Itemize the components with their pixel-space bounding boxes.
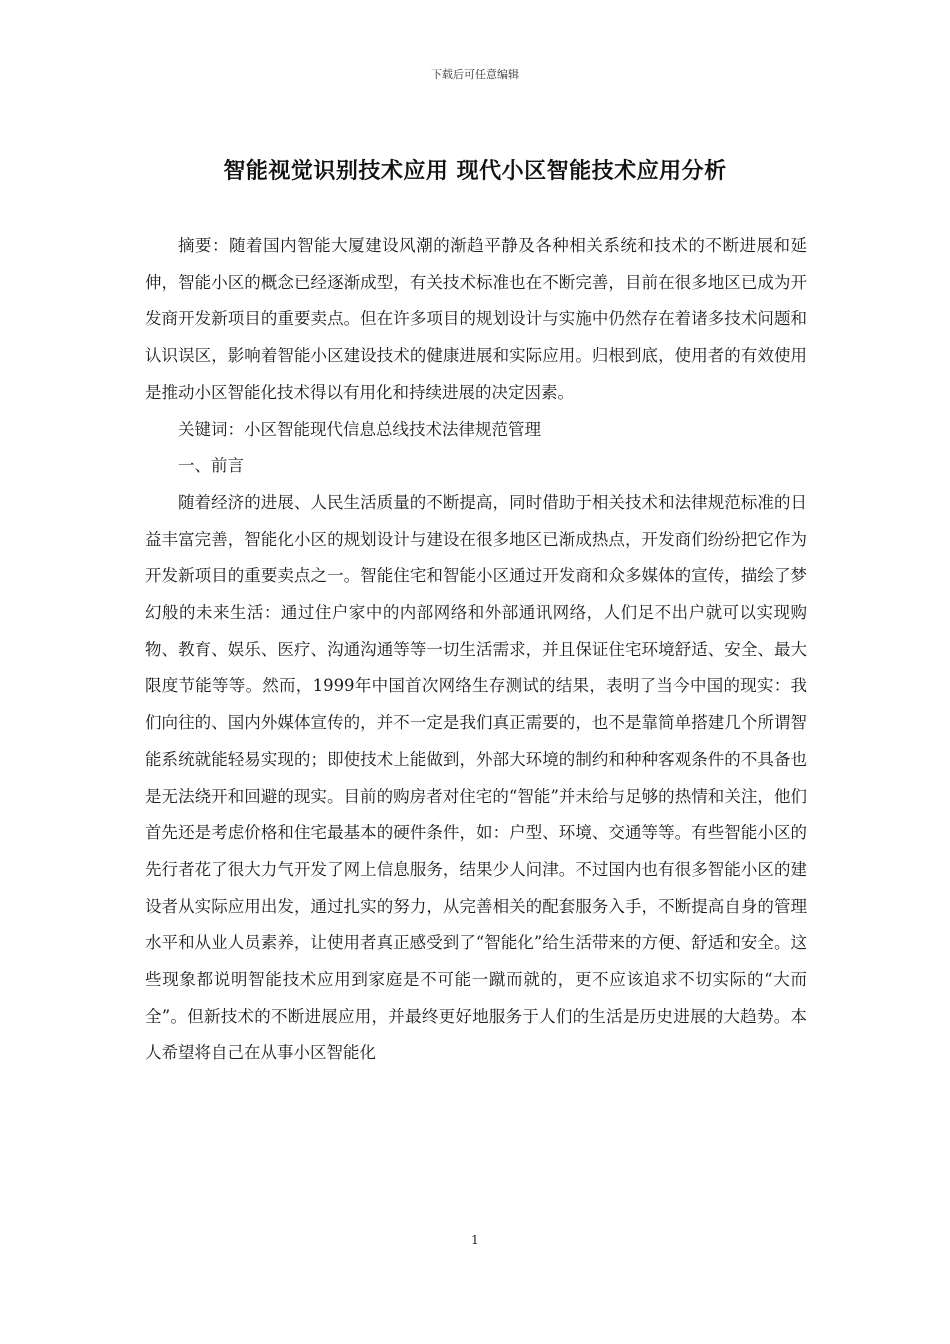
page-number: 1 — [471, 1233, 479, 1247]
document-body — [145, 228, 807, 1072]
document-title: 智能视觉识别技术应用 现代小区智能技术应用分析 — [223, 158, 727, 184]
body-paragraph: 随着经济的进展、人民生活质量的不断提高，同时借助于相关技术和法律规范标准的日益丰富完善，智能化小区的规划设计与建设在很多地区已渐成热点，开发商们纷纷把它作为开发新项目的重要卖点之一。智能住宅和智能小区通过开发商和众多媒体的宣传，描绘了梦幻般的未来生活：通过住户家中的内部网络和外部通讯网络，人们足不出户就可以实现购物、教育、娱乐、医疗、沟通沟通等等一切生活需求，并且保证住宅环境舒适、安全、最大限度节能等等。然而，1999年中国首次网络生存测试的结果，表明了当今中国的现实：我们向往的、国内外媒体宣传的，并不一定是我们真正需要的，也不是靠简单搭建几个所谓智能系统就能轻易实现的；即使技术上能做到，外部大环境的制约和种种客观条件的不具备也是无法绕开和回避的现实。目前的购房者对住宅的“智能”并未给与足够的热情和关注，他们首先还是考虑价格和住宅最基本的硬件条件，如：户型、环境、交通等等。有些智能小区的先行者花了很大力气开发了网上信息服务，结果少人问津。不过国内也有很多智能小区的建设者从实际应用出发，通过扎实的努力，从完善相关的配套服务入手，不断提高自身的管理水平和从业人员素养，让使用者真正感受到了“智能化”给生活带来的方便、舒适和安全。这些现象都说明智能技术应用到家庭是不可能一蹴而就的，更不应该追求不切实际的“大而全”。但新技术的不断进展应用，并最终更好地服务于人们的生活是历史进展的大趋势。本人希望将自己在从事小区智能化 — [145, 492, 807, 1063]
keywords-paragraph: 关键词：小区智能现代信息总线技术法律规范管理 — [178, 419, 541, 439]
header-note: 下载后可任意编辑 — [431, 68, 519, 81]
abstract-paragraph: 摘要：随着国内智能大厦建设风潮的渐趋平静及各种相关系统和技术的不断进展和延伸，智能小区的概念已经逐渐成型，有关技术标准也在不断完善，目前在很多地区已成为开发商开发新项目的重要卖点。但在许多项目的规划设计与实施中仍然存在着诸多技术问题和认识误区，影响着智能小区建设技术的健康进展和实际应用。归根到底，使用者的有效使用是推动小区智能化技术得以有用化和持续进展的决定因素。 — [145, 236, 807, 402]
section-heading-preface: 一、前言 — [178, 456, 244, 476]
